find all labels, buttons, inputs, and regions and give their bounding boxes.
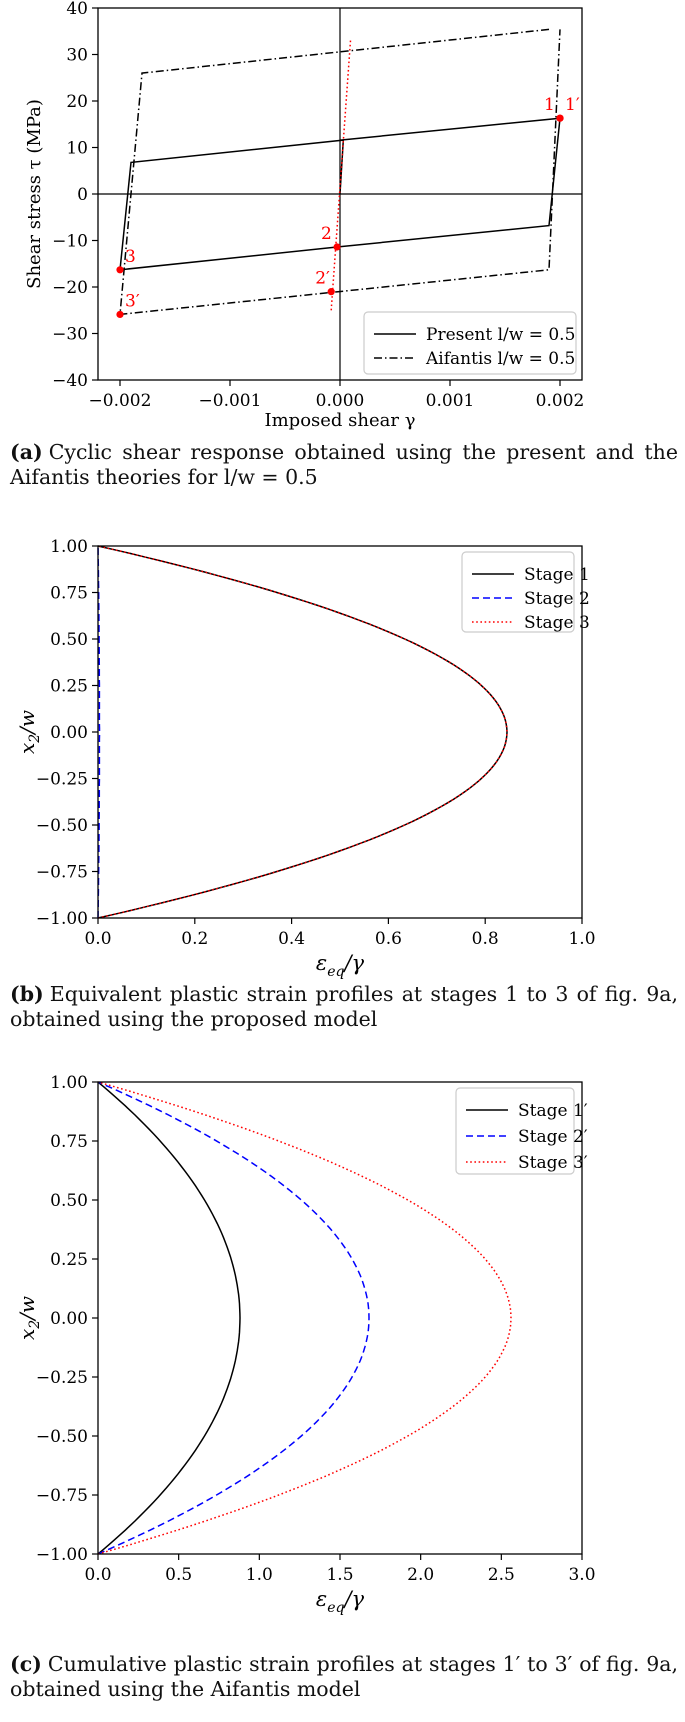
y-tick-label: −0.75 xyxy=(35,1486,88,1506)
caption-a-text: Cyclic shear response obtained using the present and the Aifantis theories for l/w = 0.5 xyxy=(10,440,678,489)
stage-point xyxy=(556,115,563,122)
x-axis-label: $\varepsilon_{eq}/\gamma$ xyxy=(315,1587,365,1616)
caption-c-tag: (c) xyxy=(10,1652,42,1676)
caption-a xyxy=(10,440,678,490)
series-line-2 xyxy=(98,1082,511,1554)
x-tick-label: 3.0 xyxy=(568,1565,596,1585)
x-axis-label: Imposed shear γ xyxy=(264,410,416,431)
y-tick-label: 0 xyxy=(77,185,88,205)
stage-point xyxy=(116,266,123,273)
y-tick-label: −1.00 xyxy=(35,1545,88,1565)
y-tick-label: −0.25 xyxy=(35,769,88,790)
caption-a-tag: (a) xyxy=(10,440,43,464)
legend-label: Stage 2′ xyxy=(518,1127,588,1147)
caption-b-text: Equivalent plastic strain profiles at stages 1 to 3 of fig. 9a, obtained using the proposed model xyxy=(10,982,678,1031)
y-tick-label: 0.50 xyxy=(50,630,88,650)
stage-point-label: 2 xyxy=(321,224,332,245)
series-line-0 xyxy=(98,1082,240,1554)
chart-a xyxy=(0,0,685,440)
legend-label: Stage 1′ xyxy=(518,1101,588,1121)
legend-label: Stage 3′ xyxy=(518,1153,588,1173)
x-tick-label: 0.0 xyxy=(84,929,112,949)
y-tick-label: 10 xyxy=(66,138,88,159)
x-tick-label: 1.0 xyxy=(245,1565,273,1585)
x-tick-label: −0.001 xyxy=(198,391,262,411)
legend-label: Present l/w = 0.5 xyxy=(426,325,576,345)
y-tick-label: 20 xyxy=(66,92,88,112)
y-tick-label: 40 xyxy=(66,0,88,19)
legend-label: Stage 1 xyxy=(524,565,590,585)
stage-point-label: 3′ xyxy=(125,291,140,312)
series-line-0 xyxy=(98,546,507,918)
stage-point-label: 2′ xyxy=(315,268,330,289)
y-tick-label: 0.25 xyxy=(50,1250,88,1270)
y-axis-label: $x_2/w$ xyxy=(15,1295,43,1341)
x-tick-label: 2.5 xyxy=(487,1565,515,1585)
stage-point-label: 1 xyxy=(544,95,555,116)
caption-b-tag: (b) xyxy=(10,982,44,1006)
y-tick-label: 0.00 xyxy=(50,1309,88,1329)
series-line-2 xyxy=(98,546,507,918)
legend-label: Stage 2 xyxy=(524,589,590,609)
stage-point xyxy=(333,243,340,250)
chart-c xyxy=(0,1068,685,1634)
x-tick-label: 2.0 xyxy=(407,1565,435,1585)
legend-label: Stage 3 xyxy=(524,613,590,633)
panel-c xyxy=(0,1068,685,1722)
y-tick-label: −0.25 xyxy=(35,1368,88,1388)
x-tick-label: 0.6 xyxy=(374,929,402,949)
y-tick-label: 1.00 xyxy=(50,537,88,557)
x-tick-label: 0.002 xyxy=(535,391,585,411)
y-tick-label: 30 xyxy=(66,45,88,66)
caption-c xyxy=(10,1652,678,1702)
y-tick-label: −30 xyxy=(52,324,88,345)
caption-b xyxy=(10,982,678,1032)
y-tick-label: −0.50 xyxy=(35,1427,88,1447)
x-tick-label: 0.2 xyxy=(181,929,209,949)
stage-point-label: 1′ xyxy=(565,95,580,116)
y-tick-label: −0.75 xyxy=(35,862,88,883)
x-tick-label: 1.0 xyxy=(568,929,596,949)
x-tick-label: 0.4 xyxy=(278,929,306,949)
series-line-2 xyxy=(331,41,350,311)
y-tick-label: 0.25 xyxy=(50,676,88,697)
y-axis-label: $x_2/w$ xyxy=(15,709,43,755)
stage-point xyxy=(328,288,335,295)
y-tick-label: −20 xyxy=(52,278,88,298)
y-tick-label: 0.75 xyxy=(50,1132,88,1152)
y-tick-label: −10 xyxy=(52,231,88,252)
stage-point-label: 3 xyxy=(125,246,136,267)
panel-a xyxy=(0,0,685,500)
x-tick-label: 0.001 xyxy=(425,391,475,411)
x-tick-label: 0.0 xyxy=(84,1565,112,1585)
y-tick-label: 0.50 xyxy=(50,1191,88,1211)
caption-c-text: Cumulative plastic strain profiles at stages 1′ to 3′ of fig. 9a, obtained using the Aifantis model xyxy=(10,1652,678,1701)
x-axis-label: $\varepsilon_{eq}/\gamma$ xyxy=(315,951,365,980)
panel-b xyxy=(0,530,685,1070)
y-axis-label: Shear stress τ (MPa) xyxy=(24,99,45,289)
y-tick-label: −1.00 xyxy=(35,909,88,929)
series-line-1 xyxy=(98,1082,369,1554)
y-tick-label: −40 xyxy=(52,371,88,391)
x-tick-label: 0.8 xyxy=(471,929,499,949)
chart-b xyxy=(0,530,685,985)
y-tick-label: −0.50 xyxy=(35,816,88,836)
y-tick-label: 0.75 xyxy=(50,583,88,604)
x-tick-label: 0.5 xyxy=(165,1565,193,1585)
y-tick-label: 1.00 xyxy=(50,1073,88,1093)
x-tick-label: 0.000 xyxy=(315,391,365,411)
y-tick-label: 0.00 xyxy=(50,723,88,743)
x-tick-label: 1.5 xyxy=(326,1565,354,1585)
legend-label: Aifantis l/w = 0.5 xyxy=(426,349,576,369)
stage-point xyxy=(116,311,123,318)
x-tick-label: −0.002 xyxy=(88,391,152,411)
